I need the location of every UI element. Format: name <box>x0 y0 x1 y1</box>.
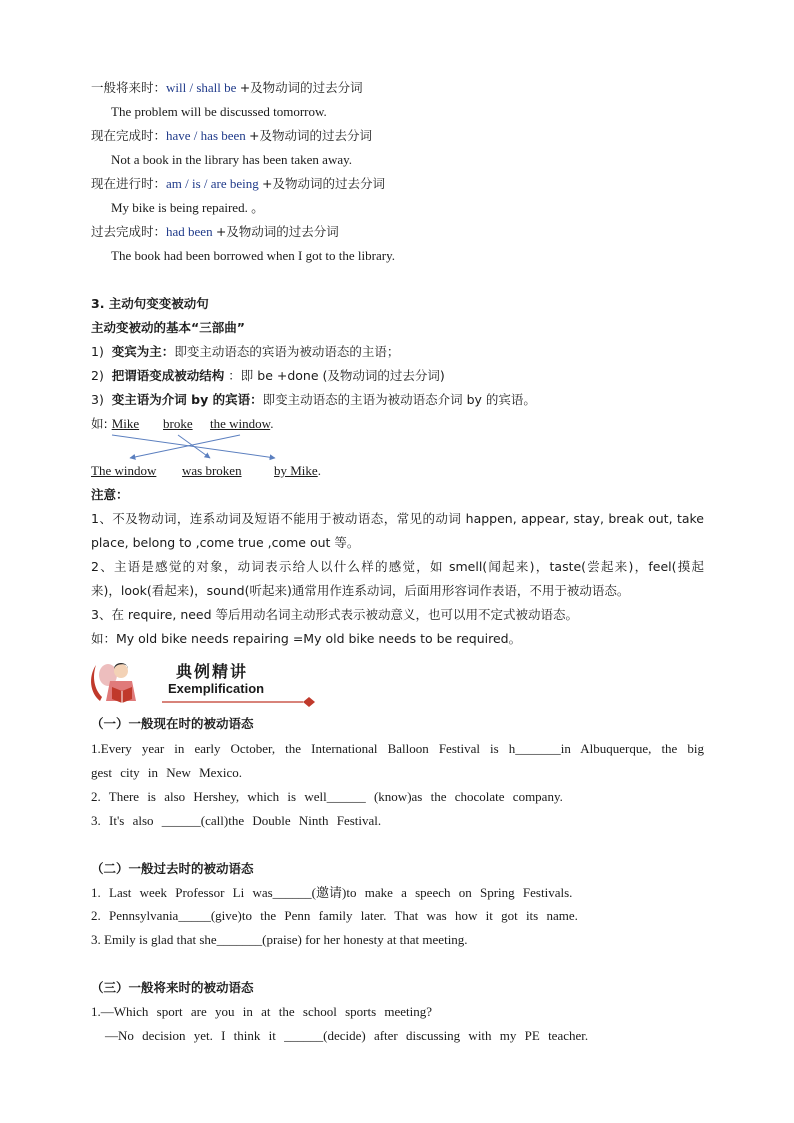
tense-formula: will / shall be <box>166 80 237 95</box>
tense-label: 现在完成时： <box>91 128 167 143</box>
section-banner <box>88 657 318 709</box>
tense-row <box>91 127 704 145</box>
exercise-line: 2. There is also Hershey, which is well______ (know)as the chocolate company. <box>91 789 563 804</box>
passive-verb: was broken <box>182 463 242 478</box>
tense-row <box>91 175 704 193</box>
tense-formula: am / is / are being <box>166 176 259 191</box>
example-prefix: 如: <box>91 416 112 431</box>
section-heading: 3. 主动句变变被动句 <box>91 296 209 311</box>
passive-subject: The window <box>91 463 157 478</box>
tense-rest: +及物动词的过去分词 <box>215 224 339 239</box>
note-line: place, belong to ,come true ,come out 等。 <box>91 535 360 550</box>
exercise-line: 3. It's also ______(call)the Double Ninth Festival. <box>91 813 382 828</box>
note-line: 来)，look(看起来)，sound(听起来)通常用作连系动词，后面用形容词作表语，不用于被动语态。 <box>91 583 630 598</box>
step-number: 3) <box>91 392 104 407</box>
exercise-line: 3. Emily is glad that she_______(praise) for her honesty at that meeting. <box>91 932 468 947</box>
notes-title: 注意： <box>91 487 129 502</box>
section-subheading: 主动变被动的基本“三部曲” <box>91 320 245 335</box>
arrow-object-to-subject <box>130 435 240 458</box>
exercise-line: 2. Pennsylvania_____(give)to the Penn family later. That was how it got its name. <box>91 908 578 923</box>
tense-rest: +及物动词的过去分词 <box>249 128 373 143</box>
step-item <box>91 391 704 409</box>
exercise-title: （三）一般将来时的被动语态 <box>91 980 254 995</box>
step-text: ：即 be +done (及物动词的过去分词) <box>228 368 445 383</box>
exercise-title: （一）一般现在时的被动语态 <box>91 716 254 731</box>
step-bold: 把谓语变成被动结构 <box>111 368 225 383</box>
step-bold: 变主语为介词 by 的宾语： <box>111 392 263 407</box>
step-number: 1) <box>91 344 104 359</box>
step-bold: 变宾为主： <box>111 344 175 359</box>
step-text: 即变主动语态的主语为被动语态介词 by 的宾语。 <box>262 392 536 407</box>
tense-rest: +及物动词的过去分词 <box>239 80 363 95</box>
tense-example: The book had been borrowed when I got to the library. <box>111 248 395 263</box>
active-object: the window. <box>210 416 274 431</box>
note-line: 如：My old bike needs repairing =My old bike needs to be required。 <box>91 631 522 646</box>
note-line: 3、在 require, need 等后用动名词主动形式表示被动意义，也可以用不定式被动语态。 <box>91 607 579 622</box>
tense-example: Not a book in the library has been taken away. <box>111 152 353 167</box>
note-line: 2、主语是感觉的对象，动词表示给人以什么样的感觉，如 smell(闻起来)，taste(尝起来)，feel(摸起 <box>91 559 704 574</box>
tense-label: 现在进行时： <box>91 176 167 191</box>
exercise-line: 1.Every year in early October, the International Balloon Festival is h_______in Albuquerque, the big <box>91 741 704 756</box>
active-verb: broke <box>163 416 193 431</box>
tense-label: 过去完成时： <box>91 224 167 239</box>
note-line: 1、不及物动词，连系动词及短语不能用于被动语态，常见的动词 happen, appear, stay, break out, take <box>91 511 704 526</box>
step-text: 即变主动语态的宾语为被动语态的主语； <box>174 344 400 359</box>
exercise-line: gest city in New Mexico. <box>91 765 243 780</box>
tense-row <box>91 79 704 97</box>
tense-example: The problem will be discussed tomorrow. <box>111 104 327 119</box>
active-subject: Mike <box>111 416 140 431</box>
step-item <box>91 343 704 361</box>
banner-subtitle: Exemplification <box>168 681 265 696</box>
tense-rest: +及物动词的过去分词 <box>262 176 386 191</box>
exercise-line: 1.—Which sport are you in at the school sports meeting? <box>91 1004 433 1019</box>
exercise-line: 1. Last week Professor Li was______(邀请)to make a speech on Spring Festivals. <box>91 885 573 900</box>
exercise-line: —No decision yet. I think it ______(decide) after discussing with my PE teacher. <box>105 1028 589 1043</box>
exercise-title: （二）一般过去时的被动语态 <box>91 861 254 876</box>
step-number: 2) <box>91 368 104 383</box>
passive-agent: by Mike. <box>274 463 321 478</box>
tense-formula: have / has been <box>166 128 246 143</box>
tense-label: 一般将来时： <box>91 80 167 95</box>
tense-formula: had been <box>166 224 213 239</box>
tense-row <box>91 223 704 241</box>
banner-title: 典例精讲 <box>176 662 249 681</box>
tense-example: My bike is being repaired. 。 <box>111 200 265 215</box>
step-item <box>91 367 704 385</box>
transform-arrows <box>100 432 300 462</box>
